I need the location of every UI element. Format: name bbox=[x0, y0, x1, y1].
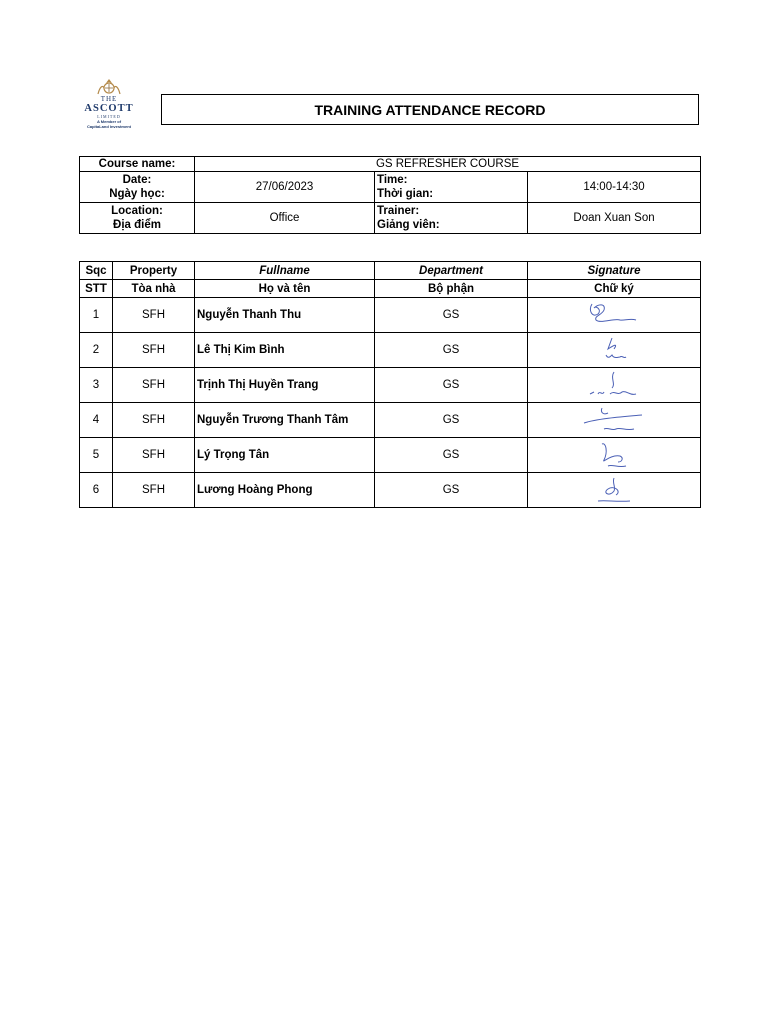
ascott-logo bbox=[78, 78, 140, 144]
signature-cell bbox=[528, 333, 701, 368]
header-department: Department bbox=[375, 262, 528, 280]
header-bo-phan: Bộ phận bbox=[375, 280, 528, 298]
row-property: SFH bbox=[113, 333, 195, 368]
row-department: GS bbox=[375, 298, 528, 333]
signature-1 bbox=[584, 300, 644, 330]
course-info-table bbox=[79, 156, 701, 234]
signature-cell bbox=[528, 403, 701, 438]
location-label-vi: Địa điểm bbox=[113, 219, 161, 231]
trainer-value: Doan Xuan Son bbox=[528, 203, 701, 234]
date-label-vi: Ngày học: bbox=[109, 188, 165, 200]
table-row bbox=[80, 333, 701, 368]
crest-icon bbox=[94, 78, 124, 96]
signature-cell bbox=[528, 298, 701, 333]
signature-2 bbox=[594, 335, 634, 365]
row-department: GS bbox=[375, 403, 528, 438]
signature-cell bbox=[528, 438, 701, 473]
row-fullname: Trịnh Thị Huyền Trang bbox=[195, 368, 375, 403]
table-row bbox=[80, 298, 701, 333]
row-department: GS bbox=[375, 438, 528, 473]
row-department: GS bbox=[375, 368, 528, 403]
title-box bbox=[161, 94, 699, 125]
header-stt: STT bbox=[80, 280, 113, 298]
time-label-vi: Thời gian: bbox=[377, 188, 434, 200]
header-fullname: Fullname bbox=[195, 262, 375, 280]
row-number: 6 bbox=[80, 473, 113, 508]
table-row bbox=[80, 368, 701, 403]
trainer-label-vi: Giảng viên: bbox=[377, 219, 440, 231]
header-ho-va-ten: Họ và tên bbox=[195, 280, 375, 298]
signature-cell bbox=[528, 368, 701, 403]
date-value: 27/06/2023 bbox=[195, 172, 375, 203]
time-label-en: Time: bbox=[377, 174, 408, 186]
logo-the: THE bbox=[100, 95, 118, 103]
row-fullname: Nguyễn Trương Thanh Tâm bbox=[195, 403, 375, 438]
table-row bbox=[80, 473, 701, 508]
header-signature: Signature bbox=[528, 262, 701, 280]
course-name-label: Course name: bbox=[80, 157, 195, 172]
page-title: TRAINING ATTENDANCE RECORD bbox=[314, 101, 546, 118]
row-fullname: Lê Thị Kim Bình bbox=[195, 333, 375, 368]
date-label bbox=[80, 172, 195, 203]
time-value: 14:00-14:30 bbox=[528, 172, 701, 203]
signature-6 bbox=[592, 475, 636, 505]
signature-5 bbox=[592, 440, 636, 470]
row-number: 3 bbox=[80, 368, 113, 403]
date-label-en: Date: bbox=[122, 174, 152, 186]
row-property: SFH bbox=[113, 438, 195, 473]
row-number: 1 bbox=[80, 298, 113, 333]
table-row bbox=[80, 438, 701, 473]
row-fullname: Lý Trọng Tân bbox=[195, 438, 375, 473]
header-property: Property bbox=[113, 262, 195, 280]
header-sqc: Sqc bbox=[80, 262, 113, 280]
location-value: Office bbox=[195, 203, 375, 234]
location-label bbox=[80, 203, 195, 234]
logo-limited: LIMITED bbox=[97, 114, 121, 119]
logo-member-line1: A Member of bbox=[96, 119, 122, 124]
signature-cell bbox=[528, 473, 701, 508]
table-row bbox=[80, 403, 701, 438]
trainer-label-en: Trainer: bbox=[377, 205, 420, 217]
logo-member-line2: CapitaLand Investment bbox=[86, 123, 131, 129]
row-department: GS bbox=[375, 333, 528, 368]
row-fullname: Lương Hoàng Phong bbox=[195, 473, 375, 508]
row-number: 4 bbox=[80, 403, 113, 438]
attendance-table bbox=[79, 261, 701, 508]
row-number: 5 bbox=[80, 438, 113, 473]
row-department: GS bbox=[375, 473, 528, 508]
course-name-value: GS REFRESHER COURSE bbox=[195, 157, 701, 172]
signature-4 bbox=[582, 405, 646, 435]
row-property: SFH bbox=[113, 473, 195, 508]
row-fullname: Nguyễn Thanh Thu bbox=[195, 298, 375, 333]
row-property: SFH bbox=[113, 368, 195, 403]
logo-ascott: ASCOTT bbox=[84, 103, 134, 114]
trainer-label bbox=[375, 203, 528, 234]
row-property: SFH bbox=[113, 403, 195, 438]
header-toa-nha: Tòa nhà bbox=[113, 280, 195, 298]
time-label bbox=[375, 172, 528, 203]
location-label-en: Location: bbox=[111, 205, 163, 217]
row-number: 2 bbox=[80, 333, 113, 368]
signature-3 bbox=[584, 370, 644, 400]
row-property: SFH bbox=[113, 298, 195, 333]
header-chu-ky: Chữ ký bbox=[528, 280, 701, 298]
